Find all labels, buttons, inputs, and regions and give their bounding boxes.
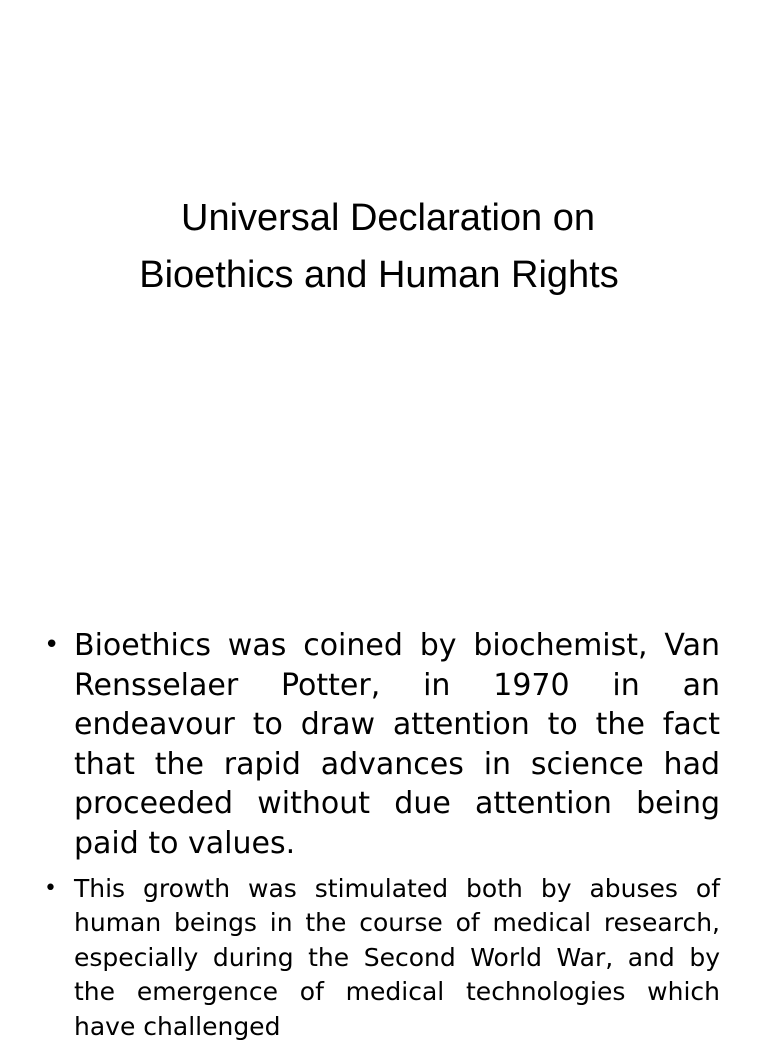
bullet-item-1 bbox=[42, 626, 720, 864]
title-line-2: Bioethics and Human Rights bbox=[139, 254, 619, 296]
title-line-1: Universal Declaration on bbox=[181, 197, 595, 239]
bullet-text-2: This growth was stimulated both by abuses of human beings in the course of medical research, especially during the Second World War, and by the emergence of medical technologies which have challenged bbox=[74, 873, 720, 1041]
bullet-icon: • bbox=[44, 875, 57, 901]
bullet-item-2 bbox=[42, 872, 720, 1044]
slide-title bbox=[60, 190, 708, 304]
bullet-text-1: Bioethics was coined by biochemist, Van Rensselaer Potter, in 1970 in an endeavour to draw attention to the fact that the rapid advances in science had proceeded without due attention being paid to values. bbox=[74, 628, 720, 861]
bullet-icon: • bbox=[44, 630, 60, 660]
bullet-list bbox=[42, 626, 720, 1044]
